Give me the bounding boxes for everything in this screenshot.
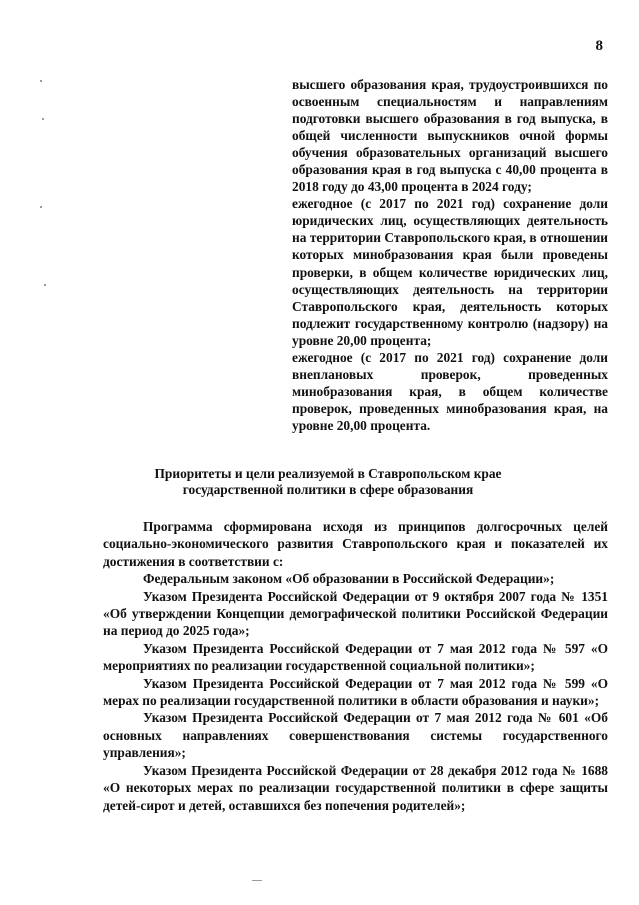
paragraph-federal-law: Федеральным законом «Об образовании в Российской Федерации»; (143, 571, 555, 587)
right-column-text (292, 76, 608, 434)
paragraph-decree-1688: Указом Президента Российской Федерации от 28 декабря 2012 года № 1688 «О некоторых мерах по реализации государственной политики в сфере защиты детей-сирот и детей, оставшихся без попечения родителей»; (103, 762, 608, 813)
scan-speck (40, 80, 42, 82)
paragraph-decree-601: Указом Президента Российской Федерации от 7 мая 2012 года № 601 «Об основных направлениях совершенствования системы государственного управления»; (103, 710, 608, 761)
section-heading-line1: Приоритеты и цели реализуемой в Ставропольском крае (154, 466, 502, 481)
scan-speck (44, 284, 46, 286)
section-heading-line2: государственной политики в сфере образования (182, 482, 474, 497)
page-number: 8 (595, 38, 603, 54)
scan-speck (252, 880, 262, 881)
paragraph-program-basis: Программа сформирована исходя из принципов долгосрочных целей социально-экономического развития Ставропольского края и показателей их достижения в соответствии с: (103, 519, 608, 569)
scan-speck (40, 206, 42, 208)
scan-speck (42, 118, 44, 120)
paragraph-decree-599: Указом Президента Российской Федерации от 7 мая 2012 года № 599 «О мерах по реализации государственной политики в области образования и науки»; (103, 675, 608, 709)
paragraph-graduates-employment: высшего образования края, трудоустроившихся по освоенным специальностям и направлениям подготовки высшего образования в год выпуска, в общей численности выпускников очной формы обучения образовательных организаций высшего образования края в год выпуска с 40,00 процента в 2018 году до 43,00 процента в 2024 году; (292, 77, 608, 195)
paragraph-unscheduled-inspections: ежегодное (с 2017 по 2021 год) сохранение доли внеплановых проверок, проведенных минобразования края, в общем количестве проверок, проведенных минобразования края, на уровне 20,00 процента. (292, 349, 608, 433)
body-text (103, 518, 608, 814)
section-heading (112, 466, 544, 498)
paragraph-decree-597: Указом Президента Российской Федерации от 7 мая 2012 года № 597 «О мероприятиях по реализации государственной социальной политики»; (103, 640, 608, 674)
paragraph-inspections-share: ежегодное (с 2017 по 2021 год) сохранение доли юридических лиц, осуществляющих деятельность на территории Ставропольского края, в отношении которых минобразования края были проведены проверки, в общем количестве юридических лиц, осуществляющих деятельность на территории Ставропольского края, деятельность которых подлежит государственному контролю (надзору) на уровне 20,00 процента; (292, 196, 608, 348)
paragraph-decree-1351: Указом Президента Российской Федерации от 9 октября 2007 года № 1351 «Об утверждении Концепции демографической политики Российской Федерации на период до 2025 года»; (103, 588, 608, 639)
